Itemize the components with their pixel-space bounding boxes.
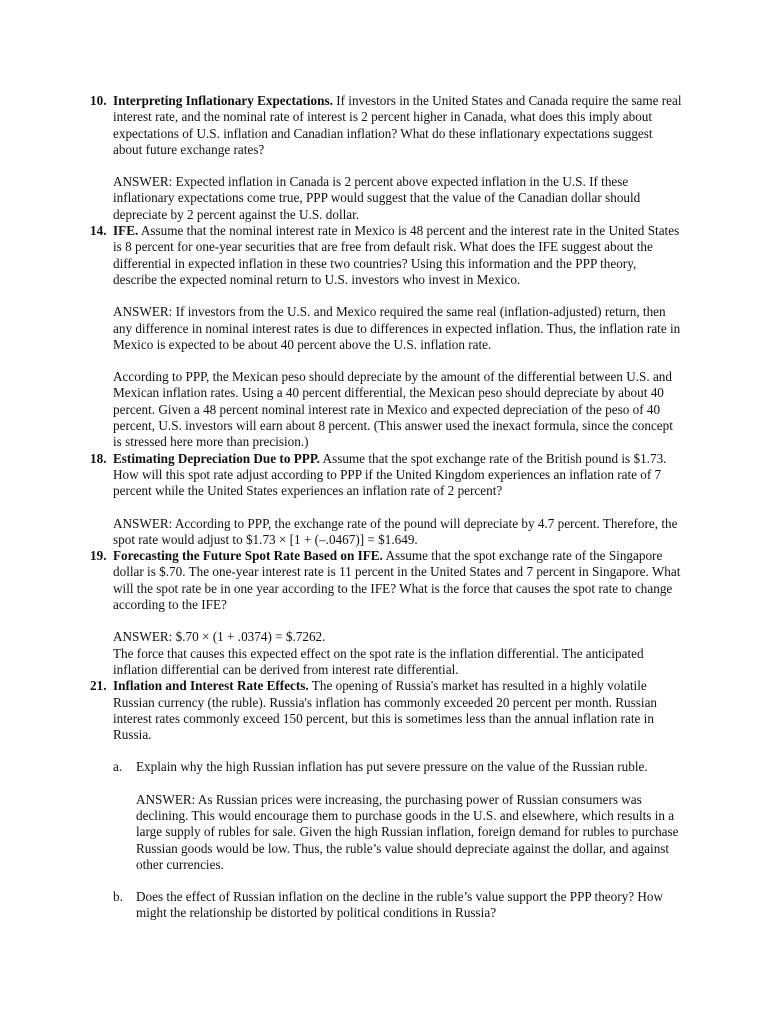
question-number: 18. (90, 450, 107, 466)
subquestion-a (113, 759, 682, 873)
question-14 (90, 223, 682, 451)
question-text: Assume that the spot exchange rate of the Singapore dollar is $.70. The one-year interest rate is 11 percent in the United States and 7 percent in Singapore. What will the spot rate be in one year according to the IFE? What is the force that causes the spot rate to change according to the IFE? (113, 548, 681, 613)
subquestion-text: Does the effect of Russian inflation on the decline in the ruble’s value support the PPP theory? How might the relationship be distorted by political conditions in Russia? (136, 889, 664, 921)
question-text: If investors in the United States and Canada require the same real interest rate, and the nominal rate of interest is 2 percent higher in Canada, what does this imply about expectations of U.S. inflation and Canadian inflation? What do these inflationary expectations suggest about future exchange rates? (113, 93, 682, 157)
question-prompt (113, 548, 682, 613)
answer-paragraph: ANSWER: $.70 × (1 + .0374) = $.7262. (113, 629, 326, 645)
question-title: IFE. (113, 223, 139, 239)
question-number: 14. (90, 223, 107, 239)
question-title: Estimating Depreciation Due to PPP. (113, 450, 320, 466)
answer-paragraph: ANSWER: As Russian prices were increasing, the purchasing power of Russian consumers was declining. This would encourage them to purchase goods in the U.S. and elsewhere, which results in a large supply of rubles for sale. Given the high Russian inflation, foreign demand for rubles to purchase Russian goods would be low. Thus, the ruble’s value should depreciate against the dollar, and against other currencies. (136, 791, 679, 872)
question-prompt (113, 93, 682, 158)
question-number: 19. (90, 548, 107, 564)
question-text: Assume that the spot exchange rate of the British pound is $1.73. How will this spot rate adjust according to PPP if the United Kingdom experiences an inflation rate of 7 percent while the United States experiences an inflation rate of 2 percent? (113, 450, 667, 499)
answer-paragraph: ANSWER: If investors from the U.S. and Mexico required the same real (inflation-adjusted) return, then any difference in nominal interest rates is due to differences in expected inflation. Thus, the inflation rate in Mexico is expected to be about 40 percent above the U.S. inflation rate. (113, 304, 681, 352)
question-prompt (113, 451, 682, 500)
subquestion-letter: b. (113, 889, 123, 905)
question-text: Assume that the nominal interest rate in Mexico is 48 percent and the interest rate in the United States is 8 percent for one-year securities that are free from default risk. What does the IFE suggest about the differential in expected inflation in these two countries? Using this information and the PPP theory, describe the expected nominal return to U.S. investors who invest in Mexico. (113, 223, 680, 287)
answer-paragraph: ANSWER: According to PPP, the exchange rate of the pound will depreciate by 4.7 percent. Therefore, the spot rate would adjust to $1.73 × [1 + (–.0467)] = $1.649. (113, 515, 678, 547)
question-18 (90, 451, 682, 548)
question-prompt (113, 223, 682, 288)
question-title: Forecasting the Future Spot Rate Based on IFE. (113, 548, 383, 564)
question-number: 10. (90, 93, 107, 108)
answer-paragraph: According to PPP, the Mexican peso should depreciate by the amount of the differential between U.S. and Mexican inflation rates. Using a 40 percent differential, the Mexican peso should depreciate by about 40 percent. Given a 48 percent nominal interest rate in Mexico and expected depreciation of the peso of 40 percent, U.S. investors will earn about 8 percent. (This answer used the inexact formula, since the concept is stressed here more than precision.) (113, 369, 673, 450)
subquestion-letter: a. (113, 759, 123, 775)
question-title: Interpreting Inflationary Expectations. (113, 93, 333, 108)
answer-paragraph: The force that causes this expected effect on the spot rate is the inflation differential. The anticipated inflation differential can be derived from interest rate differential. (113, 645, 644, 677)
subquestion-text: Explain why the high Russian inflation has put severe pressure on the value of the Russian ruble. (136, 759, 648, 775)
question-title: Inflation and Interest Rate Effects. (113, 678, 309, 694)
question-prompt (113, 678, 682, 743)
question-text: The opening of Russia's market has resulted in a highly volatile Russian currency (the ruble). Russia's inflation has commonly exceeded 20 percent per month. Russian interest rates commonly exceed 150 percent, but this is sometimes less than the annual inflation rate in Russia. (113, 678, 658, 743)
question-10 (90, 93, 682, 223)
subquestion-b (113, 889, 682, 922)
question-21 (90, 678, 682, 922)
question-19 (90, 548, 682, 678)
answer-paragraph: ANSWER: Expected inflation in Canada is 2 percent above expected inflation in the U.S. If these inflationary expectations come true, PPP would suggest that the value of the Canadian dollar should depreciate by 2 percent against the U.S. dollar. (113, 174, 641, 222)
question-number: 21. (90, 678, 107, 694)
